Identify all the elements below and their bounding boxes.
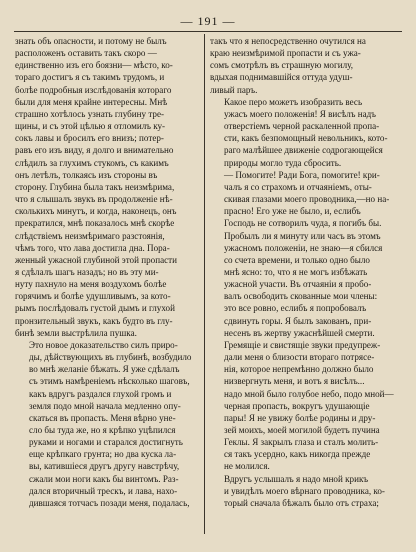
text-line: горячимъ и болѣе удушливымъ, за кото- (15, 291, 171, 302)
text-line: ужасной участи. Въ отчаяніи я пробо- (224, 279, 372, 290)
text-line: отверстіемъ черной раскаленной пропа- (224, 121, 380, 132)
text-line: руками и ногами и старался достигнуть (29, 437, 183, 448)
header-rule (14, 31, 402, 32)
right-column-paragraph (210, 473, 398, 509)
right-column-paragraph (210, 35, 398, 96)
text-line: съ этимъ намѣреніемъ нѣсколько шаговъ, (29, 376, 190, 387)
text-line: бинѣ земли выстрѣлила пушка. (15, 327, 137, 338)
text-line: сло бы туда же, но я крѣпко уцѣпился (29, 425, 176, 435)
text-line: расположенъ оставить такъ скоро — (15, 48, 157, 59)
text-line: знать объ опасности, и потому не былъ (15, 36, 167, 46)
left-column-paragraph (15, 35, 200, 339)
text-line: это все ровно, еслибъ я попробовалъ (224, 303, 367, 314)
text-line: какъ вдругъ раздался глухой громъ и (29, 388, 172, 399)
text-line: Гремящіе и свистящіе звуки предупреж- (224, 339, 381, 350)
text-line: женный ужасной глубиной этой пропасти (15, 254, 177, 265)
right-column-paragraph (210, 169, 398, 473)
text-line: Какое перо можетъ изобразить весь (224, 96, 363, 107)
text-line: во мнѣ желаніе бѣжать. Я уже сдѣлалъ (29, 364, 180, 375)
text-line: — Помогите! Ради Бога, помогите! кри- (224, 169, 380, 180)
text-line: несенъ въ жертву ужаснѣйшей смерти. (224, 327, 375, 338)
text-line: земля подо мной начала медленно опу- (29, 400, 181, 411)
text-line: чалъ я со страхомъ и отчаяніемъ, оты- (224, 181, 372, 192)
right-column-paragraph (210, 96, 398, 169)
text-line: сокъ лавы и бросилъ его внизъ; потер- (15, 133, 164, 144)
text-line: рымъ послѣдовалъ густой дымъ и глухой (15, 303, 175, 314)
text-line: черная пропасть, вокругъ удушающіе (224, 400, 370, 411)
text-line: ся такъ усердно, какъ никогда прежде (224, 449, 371, 460)
text-line: прасно! Его уже не было, и, еслибъ (224, 206, 361, 217)
text-line: мнѣ ясно: то, что я не могъ избѣжать (224, 266, 368, 277)
right-column (210, 35, 398, 509)
text-line: ливый паръ. (210, 84, 258, 95)
text-line: скивая глазами моего проводника,—но на- (224, 194, 390, 205)
text-line: нія, которое непремѣнно должно было (224, 364, 374, 375)
text-line: болѣе подробныя изслѣдованія котораго (15, 84, 172, 95)
text-line: раго малѣйшее движеніе содрогающейся (224, 145, 383, 156)
text-line: нуту пахнуло на меня воздухомъ болѣе (15, 279, 167, 290)
text-line: сомъ смотрѣлъ въ страшную могилу, (210, 60, 354, 71)
text-line: скаться въ пропасть. Меня вѣрно уне- (29, 412, 176, 423)
text-line: тораго достигъ я съ такимъ трудомъ, и (15, 72, 165, 83)
text-line: единственно изъ его боязни— мѣсто, ко- (15, 60, 173, 71)
text-line: вдыхая поднимавшійся оттуда удуш- (210, 72, 353, 83)
text-line: Господь не сотворилъ чуда, я погибъ бы. (224, 218, 382, 229)
text-line: ужасъ моего положенія! Я висѣлъ надъ (224, 108, 376, 119)
text-line: я сдѣлалъ шагъ назадъ; но въ эту ми- (15, 266, 159, 277)
text-line: сжали мои ноги какъ бы винтомъ. Раз- (29, 473, 179, 484)
text-line: со счета времени, и только одно было (224, 254, 370, 265)
left-column-paragraph (15, 339, 200, 509)
text-line: что я слышалъ звукъ въ продолженіе нѣ- (15, 194, 173, 205)
text-line: страшно хотѣлось узнать глубину тре- (15, 108, 165, 119)
text-line: Геклы. Я закрылъ глаза и сталъ молить- (224, 437, 379, 448)
text-line: слѣдствіемъ неизмѣримаго разстоянія, (15, 230, 165, 241)
text-line: дали меня о близости втораго потрясе- (224, 352, 375, 363)
column-divider (204, 34, 205, 534)
text-line: сторону. Глубина была такъ неизмѣрима, (15, 181, 175, 192)
text-line: дался вторичный трескъ, и лава, нахо- (29, 485, 178, 496)
text-line: щины, и съ этой цѣлью я отломилъ ку- (15, 121, 166, 132)
text-line: были для меня крайне интересны. Мнѣ (15, 96, 168, 107)
text-line: надо мной было голубое небо, подо мной— (224, 388, 394, 399)
text-line: онъ летѣлъ, толкаясь изъ стороны въ (15, 169, 158, 180)
text-line: слѣдилъ за глухимъ стукомъ, съ какимъ (15, 157, 169, 168)
text-line: краю неизмѣримой пропасти и съ ужа- (210, 48, 361, 59)
text-line: Пробылъ ли я минуту или часъ въ этомъ (224, 230, 381, 241)
text-line: валъ освободить скованные мои члены: (224, 291, 378, 302)
text-line: торый сначала бѣжалъ было отъ страха; (224, 497, 379, 508)
text-line: Это новое доказательство силъ приро- (29, 339, 178, 350)
left-column (15, 35, 200, 509)
text-line: сти, какъ безпомощный невольникъ, кото- (224, 133, 388, 144)
text-line: прекратился, мнѣ показалось мнѣ скорѣе (15, 218, 175, 229)
text-line: дившаяся тотчасъ позади меня, подалась, (29, 497, 190, 508)
text-line: ды, дѣйствующихъ въ глубинѣ, возбудило (29, 352, 192, 363)
text-line: пронзительный звукъ, какъ будто въ глу- (15, 315, 173, 326)
text-line: чѣмъ того, что лава достигла дна. Пора- (15, 242, 170, 253)
text-line: ужасномъ положеніи, не знаю—я сбился (224, 242, 383, 253)
text-line: пары! Я не увижу болѣе родины и дру- (224, 412, 376, 423)
text-line: вы, катившіеся другъ другу навстрѣчу, (29, 461, 180, 472)
text-line: и увидѣлъ моего вѣрнаго проводника, ко- (224, 485, 385, 496)
text-line: низвергнуть меня, и вотъ я висѣлъ... (224, 376, 365, 387)
text-line: Вдругъ услышалъ я надо мной крикъ (224, 473, 369, 484)
page-number: — 191 — (180, 14, 236, 28)
text-line: равъ его изъ виду, я долго и внимательно (15, 145, 174, 156)
text-line: еще крѣпкаго грунта; но два куска ла- (29, 449, 177, 460)
text-line: сколькихъ минутъ, и когда, наконецъ, онъ (15, 206, 177, 217)
text-line: сдвинуть горы. Я былъ закованъ, при- (224, 315, 372, 326)
text-line: не молился. (224, 461, 270, 472)
text-line: такъ что я непосредственно очутился на (210, 36, 366, 46)
text-line: природы могло туда сбросить. (224, 157, 342, 168)
text-line: зей моихъ, моей могилой будетъ пучина (224, 425, 380, 435)
